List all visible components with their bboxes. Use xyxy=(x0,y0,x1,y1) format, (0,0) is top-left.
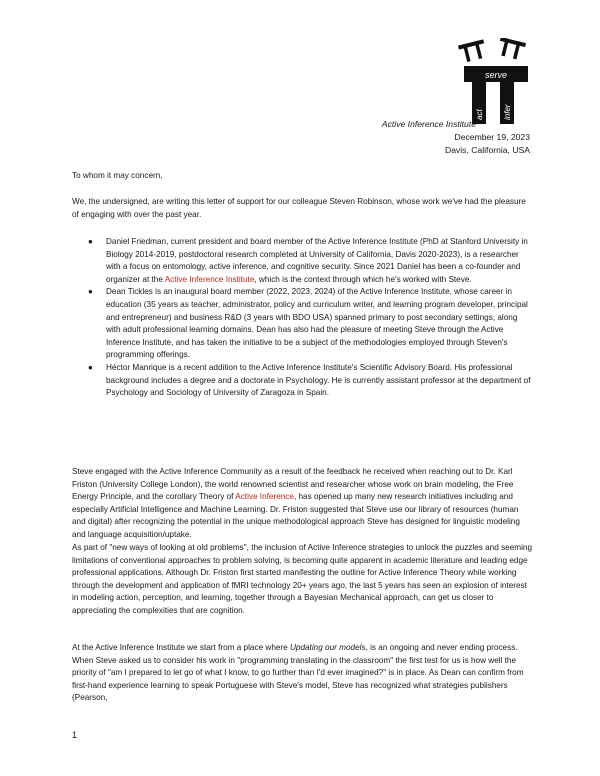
salutation xyxy=(72,170,534,183)
intro-paragraph xyxy=(72,196,534,221)
bullet-text: Daniel Friedman, current president and board member of the Active Inference Institute (PhD at Stanford University in Biology 2014-2019, postdoctoral research completed at University of California, Davis 2020-2023), is a researcher with a focus on entomology, active inference, and cognitive security. Since 2021 Daniel has been a co-founder and organizer at the xyxy=(106,237,528,284)
logo-small-pi-right xyxy=(496,38,526,61)
intro-text: We, the undersigned, are writing this letter of support for our colleague Steven Robinson, whose work we've had the pleasure of engaging with over the past year. xyxy=(72,197,526,219)
engagement-text-after: , has opened up many new research initiatives including and especially Artificial Intelligence and Machine Learning. Dr. Friston suggested that Steve use our library of resources (human and digital) after recognizing the potential in the unique methodological approach Steve has designed for linguistic modeling and language acquisition/uptake. xyxy=(72,492,520,539)
active-inference-link[interactable]: Active Inference xyxy=(235,492,294,502)
new-ways-text: As part of "new ways of looking at old problems", the inclusion of Active Inference strategies to unlock the puzzles and seeming limitations of conventional approaches to problem solving, is becoming quite apparent in academic literature and leading edge professional applications. Although Dr. Friston first started manifesting the outline for Active Inference Theory while working through the development and application of fMRI technology 20+ years ago, the last 5 years has seen an explosion of interest in modeling action, perception, and learning, together through a Bayesian Mechanical approach, can get us closer to appreciating the complexities that are cognition. xyxy=(72,543,533,615)
updating-models-emphasis: Updating our models xyxy=(289,643,366,652)
page-number: 1 xyxy=(72,730,78,740)
bullet-icon: ● xyxy=(88,237,93,246)
engagement-text: Steve engaged with the Active Inference Community as a result of the feedback he received when reaching out to Dr. Karl Friston (University College London), the world renowned scientist and researcher whose work on brain modeling, the Free Energy Principle, and the corollary Theory of xyxy=(72,467,514,502)
bullet-icon: ● xyxy=(88,362,93,372)
list-item xyxy=(72,362,534,400)
active-inference-institute-link[interactable]: Active Inference Institute xyxy=(164,274,255,284)
institute-name: Active Inference Institute xyxy=(381,119,476,129)
bullet-text: Dean Tickles is an inaugural board member (2022, 2023, 2024) of the Active Inference Institute, whose career in education (35 years as teacher, administrator, policy and curriculum writer, and learning program developer, principal and entrepreneur) and business R&D (3 years with BDO USA) spanned primary to post secondary settings, along with adult professional learning domains. Dean has also had the pleasure of meeting Steve through the Active Inference Institute, and has taken the initiative to be a subject of the methodologies employed through Steven's programming offerings. xyxy=(106,287,528,360)
list-item xyxy=(72,236,534,286)
logo-small-pi-left xyxy=(458,39,488,63)
salutation-text: To whom it may concern, xyxy=(72,171,163,180)
institute-paragraph xyxy=(72,642,534,705)
active-inference-logo xyxy=(452,38,534,130)
engagement-paragraph xyxy=(72,466,534,542)
institute-text-after: , is an ongoing and never ending process. When Steve asked us to consider his work in "programming translating in the classroom" the first test for us is how well the priority of "am I prepared to let go of what I know, to go further than I'd ever imagined?" is in place. As Dean can confirm from first-hand experience learning to speak Portuguese with Steve's model, Steve has recognized what strategies publishers (Pearson, xyxy=(72,643,524,703)
bullet-icon: ● xyxy=(88,287,93,297)
list-item xyxy=(72,286,534,362)
bullet-text-after: , which is the context through which he's worked with Steve. xyxy=(254,274,472,284)
letter-location: Davis, California, USA xyxy=(444,145,530,155)
logo-word-act: act xyxy=(475,109,484,120)
bullet-text: Héctor Manrique is a recent addition to the Active Inference Institute's Scientific Advisory Board. His professional background includes a degree and a doctorate in Psychology. He is currently assistant professor at the department of Psychology and Sociology of University of Zaragoza in Spain. xyxy=(106,362,531,398)
signatories-list xyxy=(72,236,534,400)
letter-header xyxy=(382,118,530,157)
new-ways-paragraph xyxy=(72,542,534,618)
letter-date: December 19, 2023 xyxy=(454,132,530,142)
logo-word-infer: infer xyxy=(503,104,512,120)
institute-text: At the Active Inference Institute we start from a place where xyxy=(72,643,290,652)
logo-word-serve: serve xyxy=(484,70,508,80)
